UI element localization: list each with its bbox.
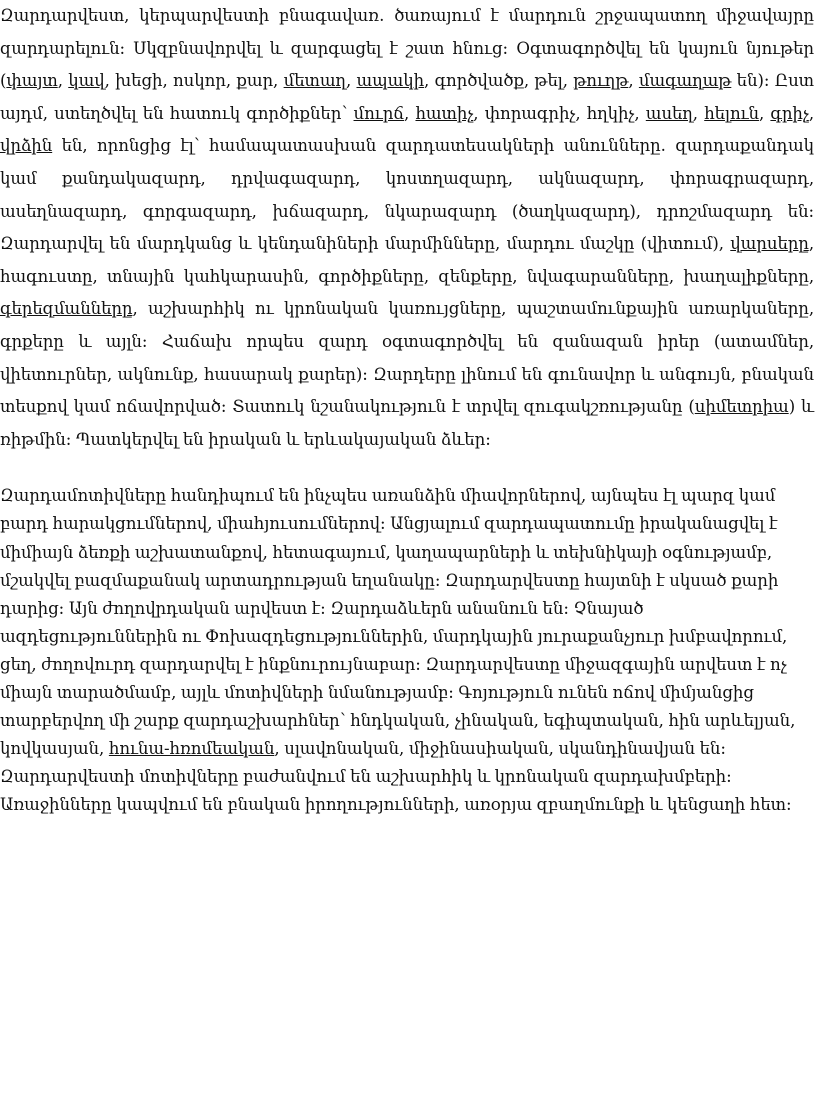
text-run: , (808, 103, 815, 123)
text-run: , (57, 71, 69, 91)
link-greco-roman[interactable]: հունա-հռոմեական (108, 739, 275, 759)
link-metal[interactable]: մետաղ (283, 71, 346, 91)
paragraph-2 (0, 482, 814, 819)
link-parchment[interactable]: մագաղաթ (638, 71, 732, 91)
text-run: ) և ռիթմին։ Պատկերվել են իրական և երևակայական ձևեր։ (0, 397, 814, 449)
text-run: , (345, 71, 357, 91)
paragraph-1 (0, 0, 814, 456)
link-crochet-hook[interactable]: հելուն (704, 103, 759, 123)
link-needle[interactable]: ասեղ (645, 103, 693, 123)
link-paper[interactable]: թուղթ (573, 71, 629, 91)
text-run: , հագուստը, տնային կահկարասին, գործիքները, զենքերը, նվագարանները, խաղալիքները, (0, 234, 814, 286)
link-pen[interactable]: գրիչ (770, 103, 809, 123)
link-hammer[interactable]: մուրճ (353, 103, 405, 123)
text-run: , փորագրիչ, հղկիչ, (473, 103, 646, 123)
text-run: , գործվածք, թել, (424, 71, 574, 91)
text-run: , (628, 71, 639, 91)
text-run: , (758, 103, 771, 123)
link-glass[interactable]: ապակի (356, 71, 425, 91)
text-run: Զարդամոտիվները հանդիպում են ինչպես առանձին միավորներով, այնպես էլ պարզ կամ բարդ հարակցումներով, միահյուսումներով։ Անցյալում զարդապատումը իրականացվել է միմիայն ձեռքի աշխատանքով, հետագայում, կաղապարների և տեխնիկայի օգնությամբ, մշակվել բազմաքանակ արտադրության եղանակը։ Զարդարվեստը հայտնի է սկսած քարի դարից։ Այն ժողովրդական արվեստ է։ Զարդաձևերն անանուն են։ Չնայած ազդեցություններին ու Փոխազդեցություններին, մարդկային յուրաքանչյուր խմբավորում, ցեղ, ժողովուրդ զարդարվել է ինքնուրույնաբար։ Զարդարվեստը միջազգային արվեստ է ոչ միայն տարածմամբ, այլև մոտիվների նմանությամբ։ Գոյություն ունեն ոճով միմյանցից տարբերվող մի շարք զարդաշխարհներ՝ հնդկական, չինական, եգիպտական, հին արևելյան, կովկասյան, (0, 486, 796, 759)
text-run: են)։ Ըստ այդմ, ստեղծվել են հատուկ գործիքներ՝ (0, 71, 814, 123)
link-chisel[interactable]: հատիչ (415, 103, 474, 123)
link-brush[interactable]: վրձին (0, 136, 53, 156)
text-run: , սլավոնական, միջինասիական, սկանդինավյան են։ Զարդարվեստի մոտիվները բաժանվում են աշխարհիկ և կրոնական զարդախմբերի։ Առաջինները կապվում են բնական իրողությունների, առօրյա զբաղմունքի և կենցաղի հետ։ (0, 739, 792, 815)
text-run: , (404, 103, 416, 123)
link-hair[interactable]: վարսերը (730, 234, 809, 254)
text-run: , աշխարհիկ ու կրոնական կառույցները, պաշտամունքային առարկաները, գրքերը և այլն։ Հաճախ որպես զարդ օգտագործվել են զանազան իրեր (ատամներ, վիետուրներ, ակնունք, հասարակ քարեր)։ Զարդերը լինում են գունավոր և անգույն, բնական տեսքով կամ ոճավորված։ Տատուկ նշանակություն է տրվել զուգակշռությանը ( (0, 299, 814, 417)
text-run: , (692, 103, 705, 123)
text-run: են, որոնցից էլ՝ համապատասխան զարդատեսակների անունները․ զարդաքանդակ կամ քանդակազարդ, դրվագազարդ, կոստղազարդ, ակնազարդ, փորագրազարդ, ասեղնազարդ, գորգազարդ, խճազարդ, նկարազարդ (ծաղկազարդ), դրոշմազարդ են։ Զարդարվել են մարդկանց և կենդանիների մարմինները, մարդու մաշկը (վիտում), (0, 136, 814, 254)
link-wood[interactable]: փայտ (6, 71, 58, 91)
link-clay[interactable]: կավ (68, 71, 105, 91)
text-run: , խեցի, ոսկոր, քար, (104, 71, 284, 91)
text-run: Զարդարվեստ, կերպարվեստի բնագավառ․ ծառայում է մարդուն շրջապատող միջավայրը զարդարելուն։ Սկզբնավորվել և զարգացել է շատ հնուց։ Օգտագործվել են կայուն նյութեր ( (0, 6, 814, 91)
link-symmetry[interactable]: սիմետրիա (694, 397, 789, 417)
link-graves[interactable]: գերեզմանները (0, 299, 133, 319)
